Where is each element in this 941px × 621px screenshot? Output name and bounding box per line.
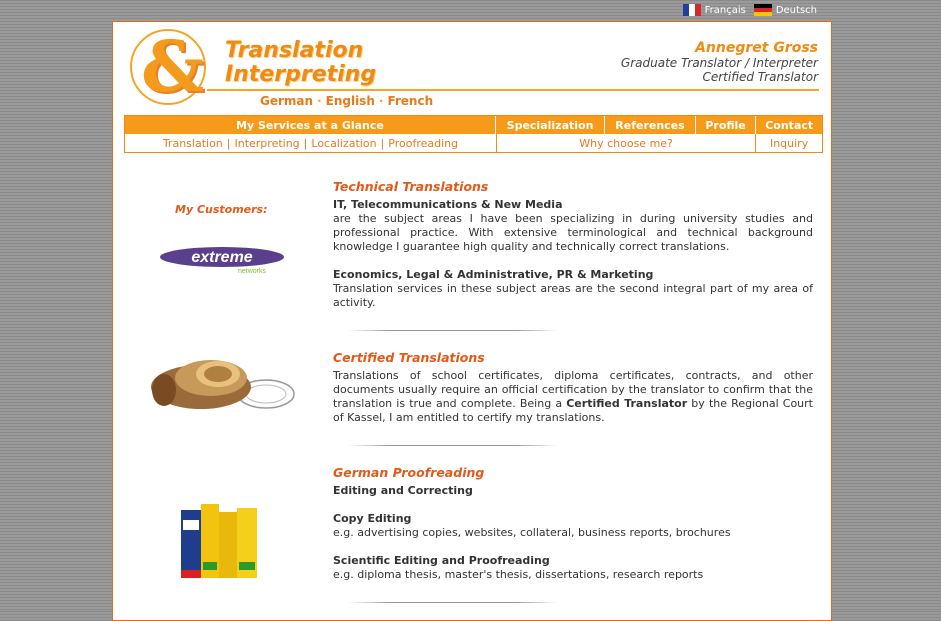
section-proofreading (333, 466, 813, 596)
nav-item-references[interactable]: References (605, 116, 695, 134)
official-stamp-image (146, 352, 296, 414)
pipe-separator: | (303, 136, 308, 150)
brand-title[interactable] (225, 39, 376, 87)
person-certification: Certified Translator (702, 70, 818, 84)
section-title-certified[interactable]: Certified Translations (333, 350, 485, 365)
brand-lang-german: German (260, 94, 314, 108)
nav-item-services[interactable]: My Services at a Glance (125, 116, 496, 134)
certified-text-bold: Certified Translator (566, 397, 688, 410)
nav-link-inquiry[interactable]: Inquiry (769, 136, 809, 150)
technical-block-1 (333, 198, 813, 254)
header-divider (207, 89, 819, 91)
services-links (125, 134, 497, 152)
proofreading-subtitle-3: Scientific Editing and Proofreading (333, 554, 550, 567)
language-switcher (683, 4, 817, 16)
brand-languages (260, 94, 433, 108)
pipe-separator: | (380, 136, 385, 150)
nav-link-localization[interactable]: Localization (311, 136, 377, 150)
section-title-technical[interactable]: Technical Translations (333, 179, 489, 194)
nav-link-translation[interactable]: Translation (162, 136, 223, 150)
language-label-french: Français (704, 4, 746, 16)
page-container (112, 21, 832, 621)
certified-text-b: by the Regional Court of Kassel, I am entitled to certify my translations. (333, 397, 813, 424)
proofreading-block-2 (333, 512, 813, 540)
technical-subtitle-2: Economics, Legal & Administrative, PR & Marketing (333, 268, 654, 281)
section-divider (348, 330, 558, 331)
brand-lang-french: French (387, 94, 434, 108)
brand-title-line1: Translation (225, 38, 364, 63)
section-title-proofreading[interactable]: German Proofreading (333, 465, 485, 480)
logo-word: extreme (191, 249, 253, 266)
nav-item-contact[interactable]: Contact (765, 118, 814, 132)
flag-fr-icon (683, 4, 701, 16)
certified-text (333, 369, 813, 425)
nav-top-row (125, 116, 822, 134)
person-name: Annegret Gross (695, 40, 818, 56)
nav-bottom-row (125, 134, 822, 152)
nav-link-interpreting[interactable]: Interpreting (234, 136, 300, 150)
technical-text-1: are the subject areas I have been specializing in during university studies and professional practice. With extensive terminological and technical background knowledge I guarantee high quality and technically correct translations. (333, 212, 813, 253)
nav-link-why[interactable]: Why choose me? (497, 134, 756, 152)
logo-sub-word: networks (237, 268, 267, 274)
language-link-german[interactable] (754, 4, 817, 16)
flag-de-icon (754, 4, 772, 16)
nav-item-profile[interactable]: Profile (696, 116, 757, 134)
proofreading-block-3 (333, 554, 813, 582)
dot-separator: · (317, 94, 322, 108)
person-title: Graduate Translator / Interpreter (620, 56, 818, 70)
customers-label: My Customers: (175, 203, 268, 216)
dictionary-books-image (179, 500, 261, 580)
pipe-separator: | (226, 136, 231, 150)
person-info (621, 40, 818, 84)
main-navigation (124, 115, 823, 153)
proofreading-subtitle-2: Copy Editing (333, 512, 412, 525)
brand-lang-english: English (325, 94, 375, 108)
section-divider (348, 445, 558, 446)
nav-item-specialization[interactable]: Specialization (496, 116, 605, 134)
section-divider (348, 602, 558, 603)
extreme-networks-logo[interactable] (160, 244, 288, 274)
logo-ampersand-icon: & (141, 25, 205, 108)
proofreading-text-2: e.g. advertising copies, websites, collateral, business reports, brochures (333, 526, 731, 539)
technical-subtitle-1: IT, Telecommunications & New Media (333, 198, 563, 211)
proofreading-text-3: e.g. diploma thesis, master's thesis, dissertations, research reports (333, 568, 704, 581)
language-link-french[interactable] (683, 4, 746, 16)
proofreading-subtitle-1: Editing and Correcting (333, 484, 473, 497)
brand-title-line2: Interpreting (225, 62, 377, 87)
section-technical (333, 180, 813, 324)
certified-text-a: Translations of school certificates, diploma certificates, contracts, and other documents usually require an official certification by the translator to confirm that the translation is true and complete. Being a (333, 369, 813, 410)
technical-text-2: Translation services in these subject areas are the second integral part of my area of activity. (333, 282, 813, 309)
language-label-german: Deutsch (775, 4, 817, 16)
section-certified (333, 351, 813, 425)
nav-link-proofreading[interactable]: Proofreading (388, 136, 459, 150)
technical-block-2 (333, 268, 813, 310)
dot-separator: · (378, 94, 384, 108)
proofreading-block-1 (333, 484, 813, 498)
